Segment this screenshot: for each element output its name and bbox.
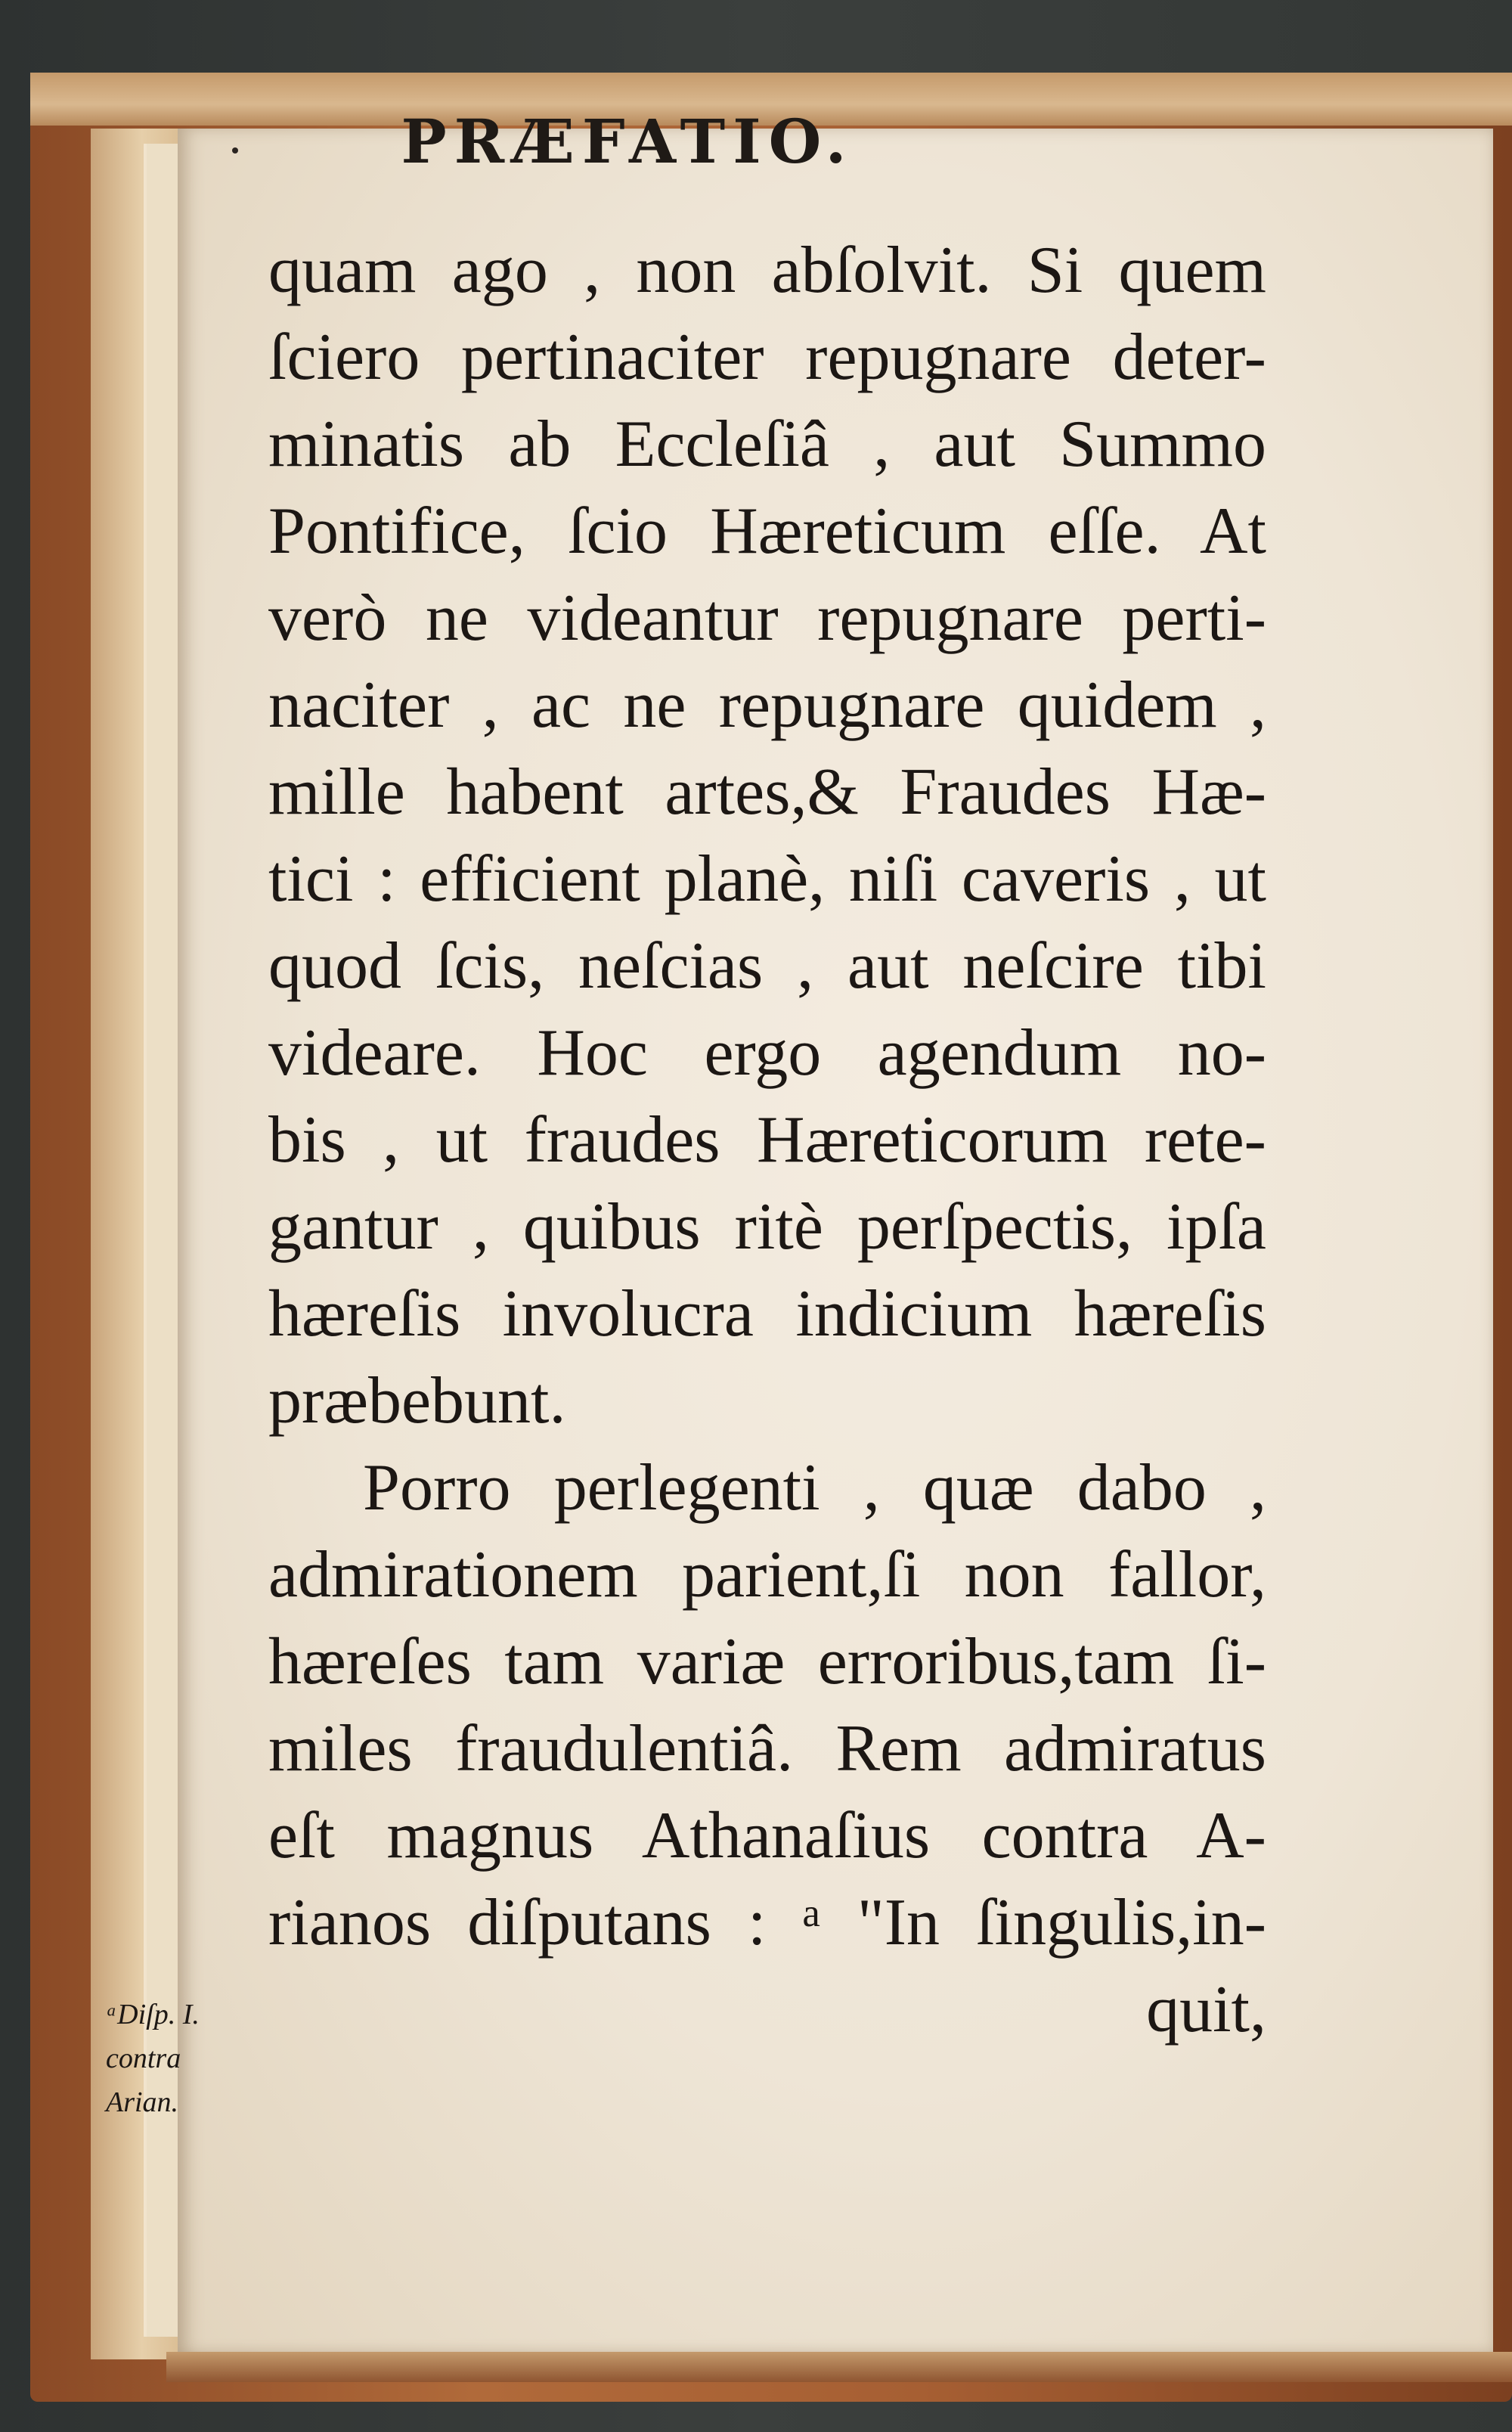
text-line: hæreſes tam variæ erroribus,tam ſi- bbox=[268, 1625, 1266, 1698]
text-line: Pontifice, ſcio Hæreticum eſſe. At bbox=[268, 495, 1266, 568]
text-line: tici : efficient planè, niſi caveris , ut bbox=[268, 842, 1266, 916]
text-line: mille habent artes,& Fraudes Hæ- bbox=[268, 755, 1266, 829]
text-line: miles fraudulentiâ. Rem admiratus bbox=[268, 1712, 1266, 1785]
text-line: Porro perlegenti , quæ dabo , bbox=[363, 1451, 1266, 1525]
catchword: quit, bbox=[1146, 1973, 1266, 2046]
marginal-note-line: ᵃDiſp. I. bbox=[106, 1999, 200, 2030]
page-bottom-edge bbox=[166, 2352, 1512, 2382]
running-head: PRÆFATIO. bbox=[401, 106, 854, 177]
text-line: verò ne videantur repugnare perti- bbox=[268, 582, 1266, 655]
text-line: eſt magnus Athanaſius contra A- bbox=[268, 1799, 1266, 1872]
text-line: præbebunt. bbox=[268, 1364, 566, 1438]
marginal-note bbox=[106, 1993, 249, 2124]
marginal-note-line: contra bbox=[106, 2043, 181, 2074]
text-line: quod ſcis, neſcias , aut neſcire tibi bbox=[268, 929, 1266, 1003]
text-line: naciter , ac ne repugnare quidem , bbox=[268, 668, 1266, 742]
marginal-note-line: Arian. bbox=[106, 2086, 179, 2118]
text-line: videare. Hoc ergo agendum no- bbox=[268, 1016, 1266, 1090]
text-line: hæreſis involucra indicium hæreſis bbox=[268, 1277, 1266, 1351]
text-line: admirationem parient,ſi non fallor, bbox=[268, 1538, 1266, 1612]
text-line: quam ago , non abſolvit. Si quem bbox=[268, 234, 1266, 307]
text-line: minatis ab Eccleſiâ , aut Summo bbox=[268, 408, 1266, 481]
text-line: gantur , quibus ritè perſpectis, ipſa bbox=[268, 1190, 1266, 1264]
text-line: bis , ut fraudes Hæreticorum rete- bbox=[268, 1103, 1266, 1177]
text-line: ſciero pertinaciter repugnare deter- bbox=[268, 321, 1266, 394]
text-line: rianos diſputans : ᵃ "In ſingulis,in- bbox=[268, 1886, 1266, 1959]
body-text bbox=[268, 227, 1266, 2053]
